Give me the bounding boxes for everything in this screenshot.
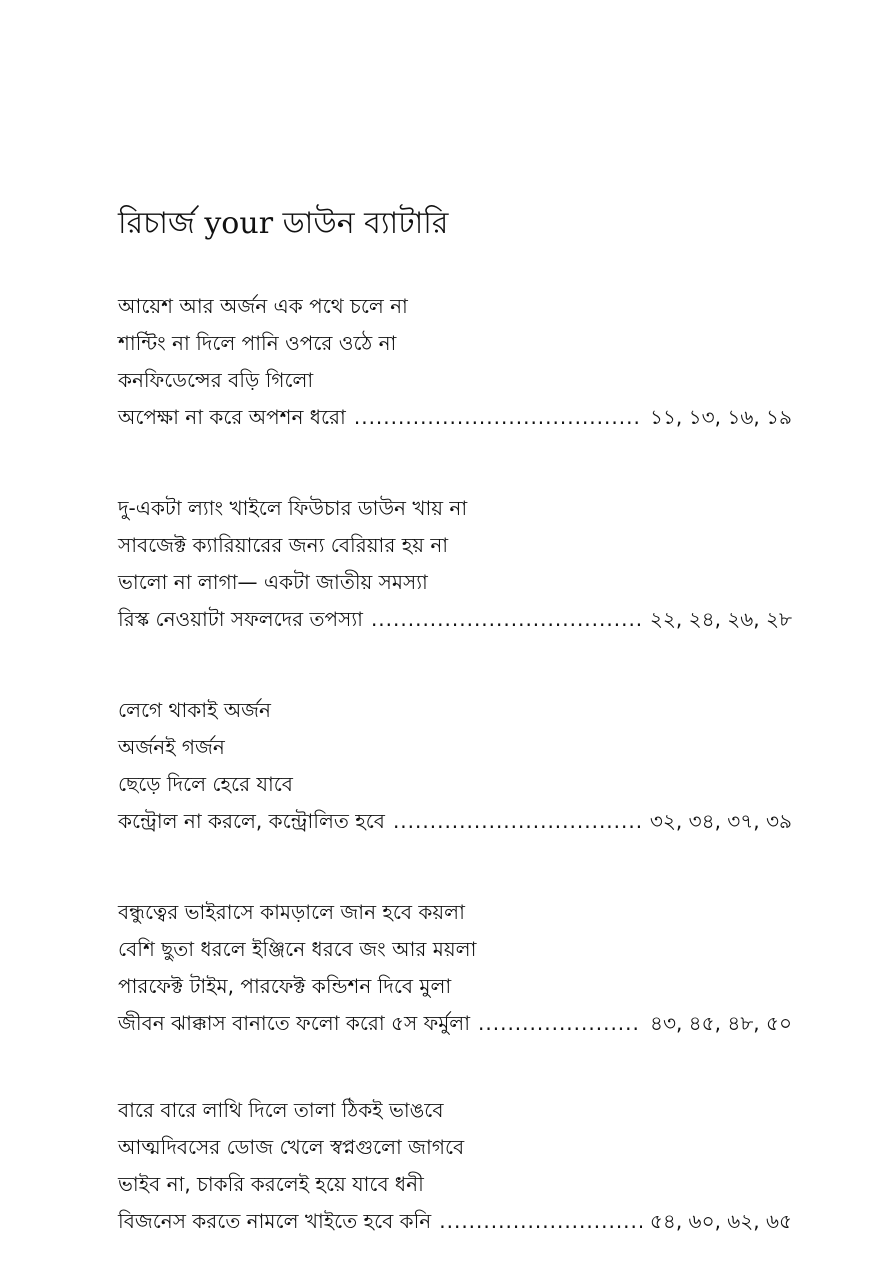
verse-line: শান্টিং না দিলে পানি ওপরে ওঠে না <box>118 331 397 355</box>
entry-last-line <box>118 399 792 436</box>
verse-line: অপেক্ষা না করে অপশন ধরো <box>118 405 346 429</box>
verse-line: আত্মদিবসের ডোজ খেলে স্বপ্নগুলো জাগবে <box>118 1135 465 1159</box>
dot-leader <box>393 803 642 840</box>
verse-line: বন্ধুত্বের ভাইরাসে কামড়ালে জান হবে কয়লা <box>118 900 465 924</box>
verse-line: ছেড়ে দিলে হেরে যাবে <box>118 772 293 796</box>
toc-entry-5 <box>118 1092 792 1240</box>
verse-line: ভাইব না, চাকরি করলেই হয়ে যাবে ধনী <box>118 1172 424 1196</box>
entry-last-line <box>118 803 792 840</box>
page-numbers: ৫৪, ৬০, ৬২, ৬৫ <box>649 1209 792 1233</box>
page-title-bengali-part: ডাউন ব্যাটারি <box>273 206 449 241</box>
page-numbers: ৪৩, ৪৫, ৪৮, ৫০ <box>649 1011 792 1035</box>
verse-line: অর্জনই গর্জন <box>118 735 225 759</box>
toc-entry-1 <box>118 288 792 436</box>
verse-line: ভালো না লাগা— একটা জাতীয় সমস্যা <box>118 570 428 594</box>
dot-leader <box>478 1005 642 1042</box>
verse-line: লেগে থাকাই অর্জন <box>118 698 271 722</box>
toc-entry-3 <box>118 692 792 840</box>
dot-leader <box>354 399 642 436</box>
verse-line: রিস্ক নেওয়াটা সফলদের তপস্যা <box>118 607 363 631</box>
toc-entry-4 <box>118 894 792 1042</box>
verse-line: দু-একটা ল্যাং খাইলে ফিউচার ডাউন খায় না <box>118 496 468 520</box>
page-numbers: ৩২, ৩৪, ৩৭, ৩৯ <box>649 809 792 833</box>
verse-line: পারফেক্ট টাইম, পারফেক্ট কন্ডিশন দিবে মুলা <box>118 974 452 998</box>
page-numbers: ২২, ২৪, ২৬, ২৮ <box>649 607 792 631</box>
page-title-bengali-part: রিচার্জ <box>118 206 205 241</box>
verse-line: কন্ট্রোল না করলে, কন্ট্রোলিত হবে <box>118 809 385 833</box>
dot-leader <box>371 601 642 638</box>
verse-line: সাবজেক্ট ক্যারিয়ারের জন্য বেরিয়ার হয় না <box>118 533 449 557</box>
entry-last-line <box>118 1005 792 1042</box>
verse-line: কনফিডেন্সের বড়ি গিলো <box>118 368 314 392</box>
verse-line: জীবন ঝাক্কাস বানাতে ফলো করো ৫স ফর্মুলা <box>118 1011 471 1035</box>
page-title-english-word: your <box>204 206 274 241</box>
entry-last-line <box>118 1203 792 1240</box>
toc-entry-2 <box>118 490 792 638</box>
page-title <box>118 196 448 252</box>
verse-line: বেশি ছুতা ধরলে ইঞ্জিনে ধরবে জং আর ময়লা <box>118 937 477 961</box>
page-numbers: ১১, ১৩, ১৬, ১৯ <box>649 405 792 429</box>
dot-leader <box>439 1203 642 1240</box>
verse-line: বিজনেস করতে নামলে খাইতে হবে কনি <box>118 1209 432 1233</box>
verse-line: আয়েশ আর অর্জন এক পথে চলে না <box>118 294 408 318</box>
entry-last-line <box>118 601 792 638</box>
verse-line: বারে বারে লাথি দিলে তালা ঠিকই ভাঙবে <box>118 1098 444 1122</box>
